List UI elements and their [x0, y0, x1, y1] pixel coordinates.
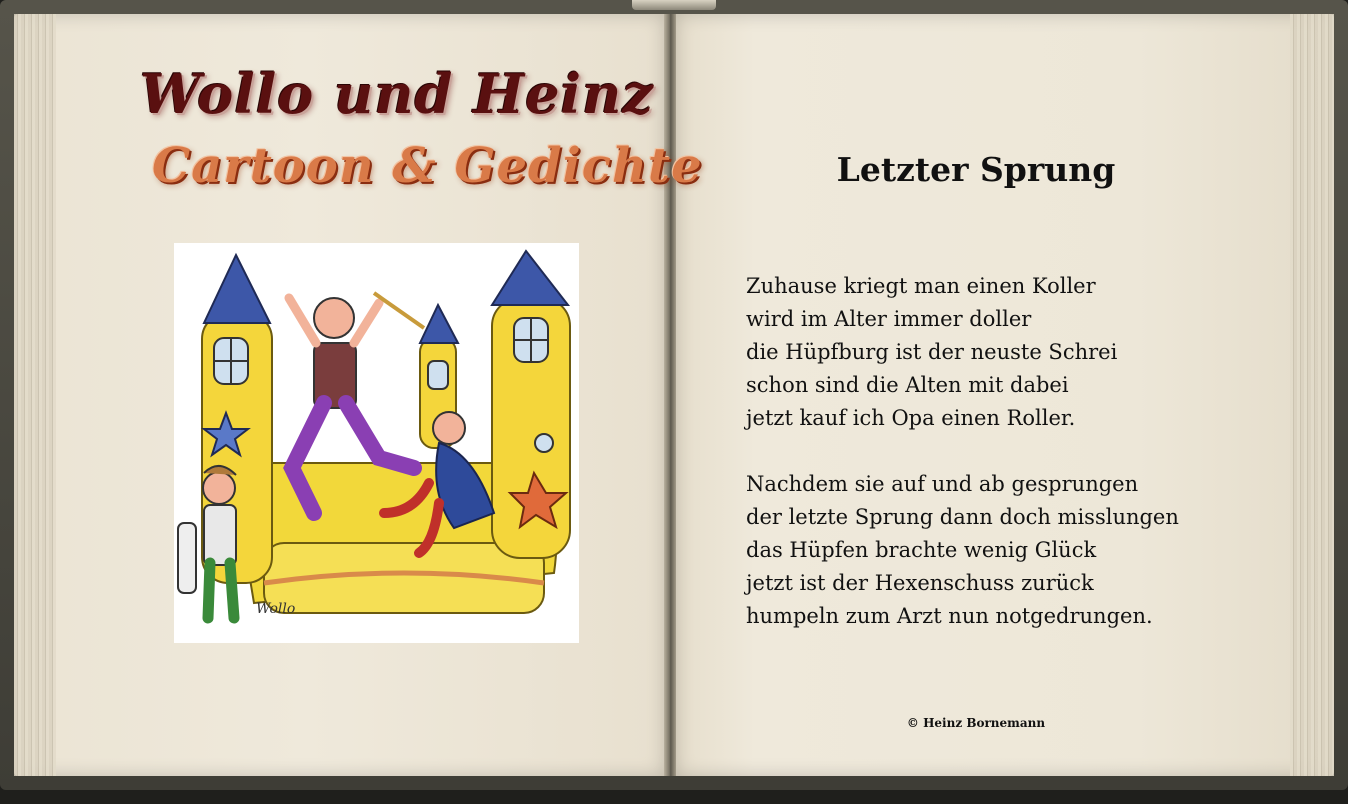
- poem-title: Letzter Sprung: [836, 150, 1116, 189]
- poem-line: wird im Alter immer doller: [746, 307, 1032, 331]
- book-clasp: [632, 0, 716, 10]
- cartoon-illustration: [174, 243, 579, 643]
- poem-line: Zuhause kriegt man einen Koller: [746, 274, 1096, 298]
- poem-line: die Hüpfburg ist der neuste Schrei: [746, 340, 1118, 364]
- poem-stanza-1: [746, 270, 1117, 435]
- poem-line: das Hüpfen brachte wenig Glück: [746, 538, 1097, 562]
- poem-line: humpeln zum Arzt nun notgedrungen.: [746, 604, 1153, 628]
- poem-stanza-2: [746, 468, 1179, 633]
- poem-line: jetzt kauf ich Opa einen Roller.: [746, 406, 1076, 430]
- poem-line: schon sind die Alten mit dabei: [746, 373, 1069, 397]
- right-page-edges: [1290, 14, 1334, 776]
- poem-line: jetzt ist der Hexenschuss zurück: [746, 571, 1094, 595]
- poem-line: Nachdem sie auf und ab gesprungen: [746, 472, 1139, 496]
- cartoon-signature: Wollo: [256, 601, 296, 617]
- book-spine: [664, 14, 676, 776]
- left-page-edges: [14, 14, 56, 776]
- logo-title-line: Wollo und Heinz: [140, 62, 654, 126]
- copyright-notice: © Heinz Bornemann: [906, 716, 1046, 730]
- logo-subtitle-line: Cartoon & Gedichte: [152, 138, 703, 194]
- poem-line: der letzte Sprung dann doch misslungen: [746, 505, 1179, 529]
